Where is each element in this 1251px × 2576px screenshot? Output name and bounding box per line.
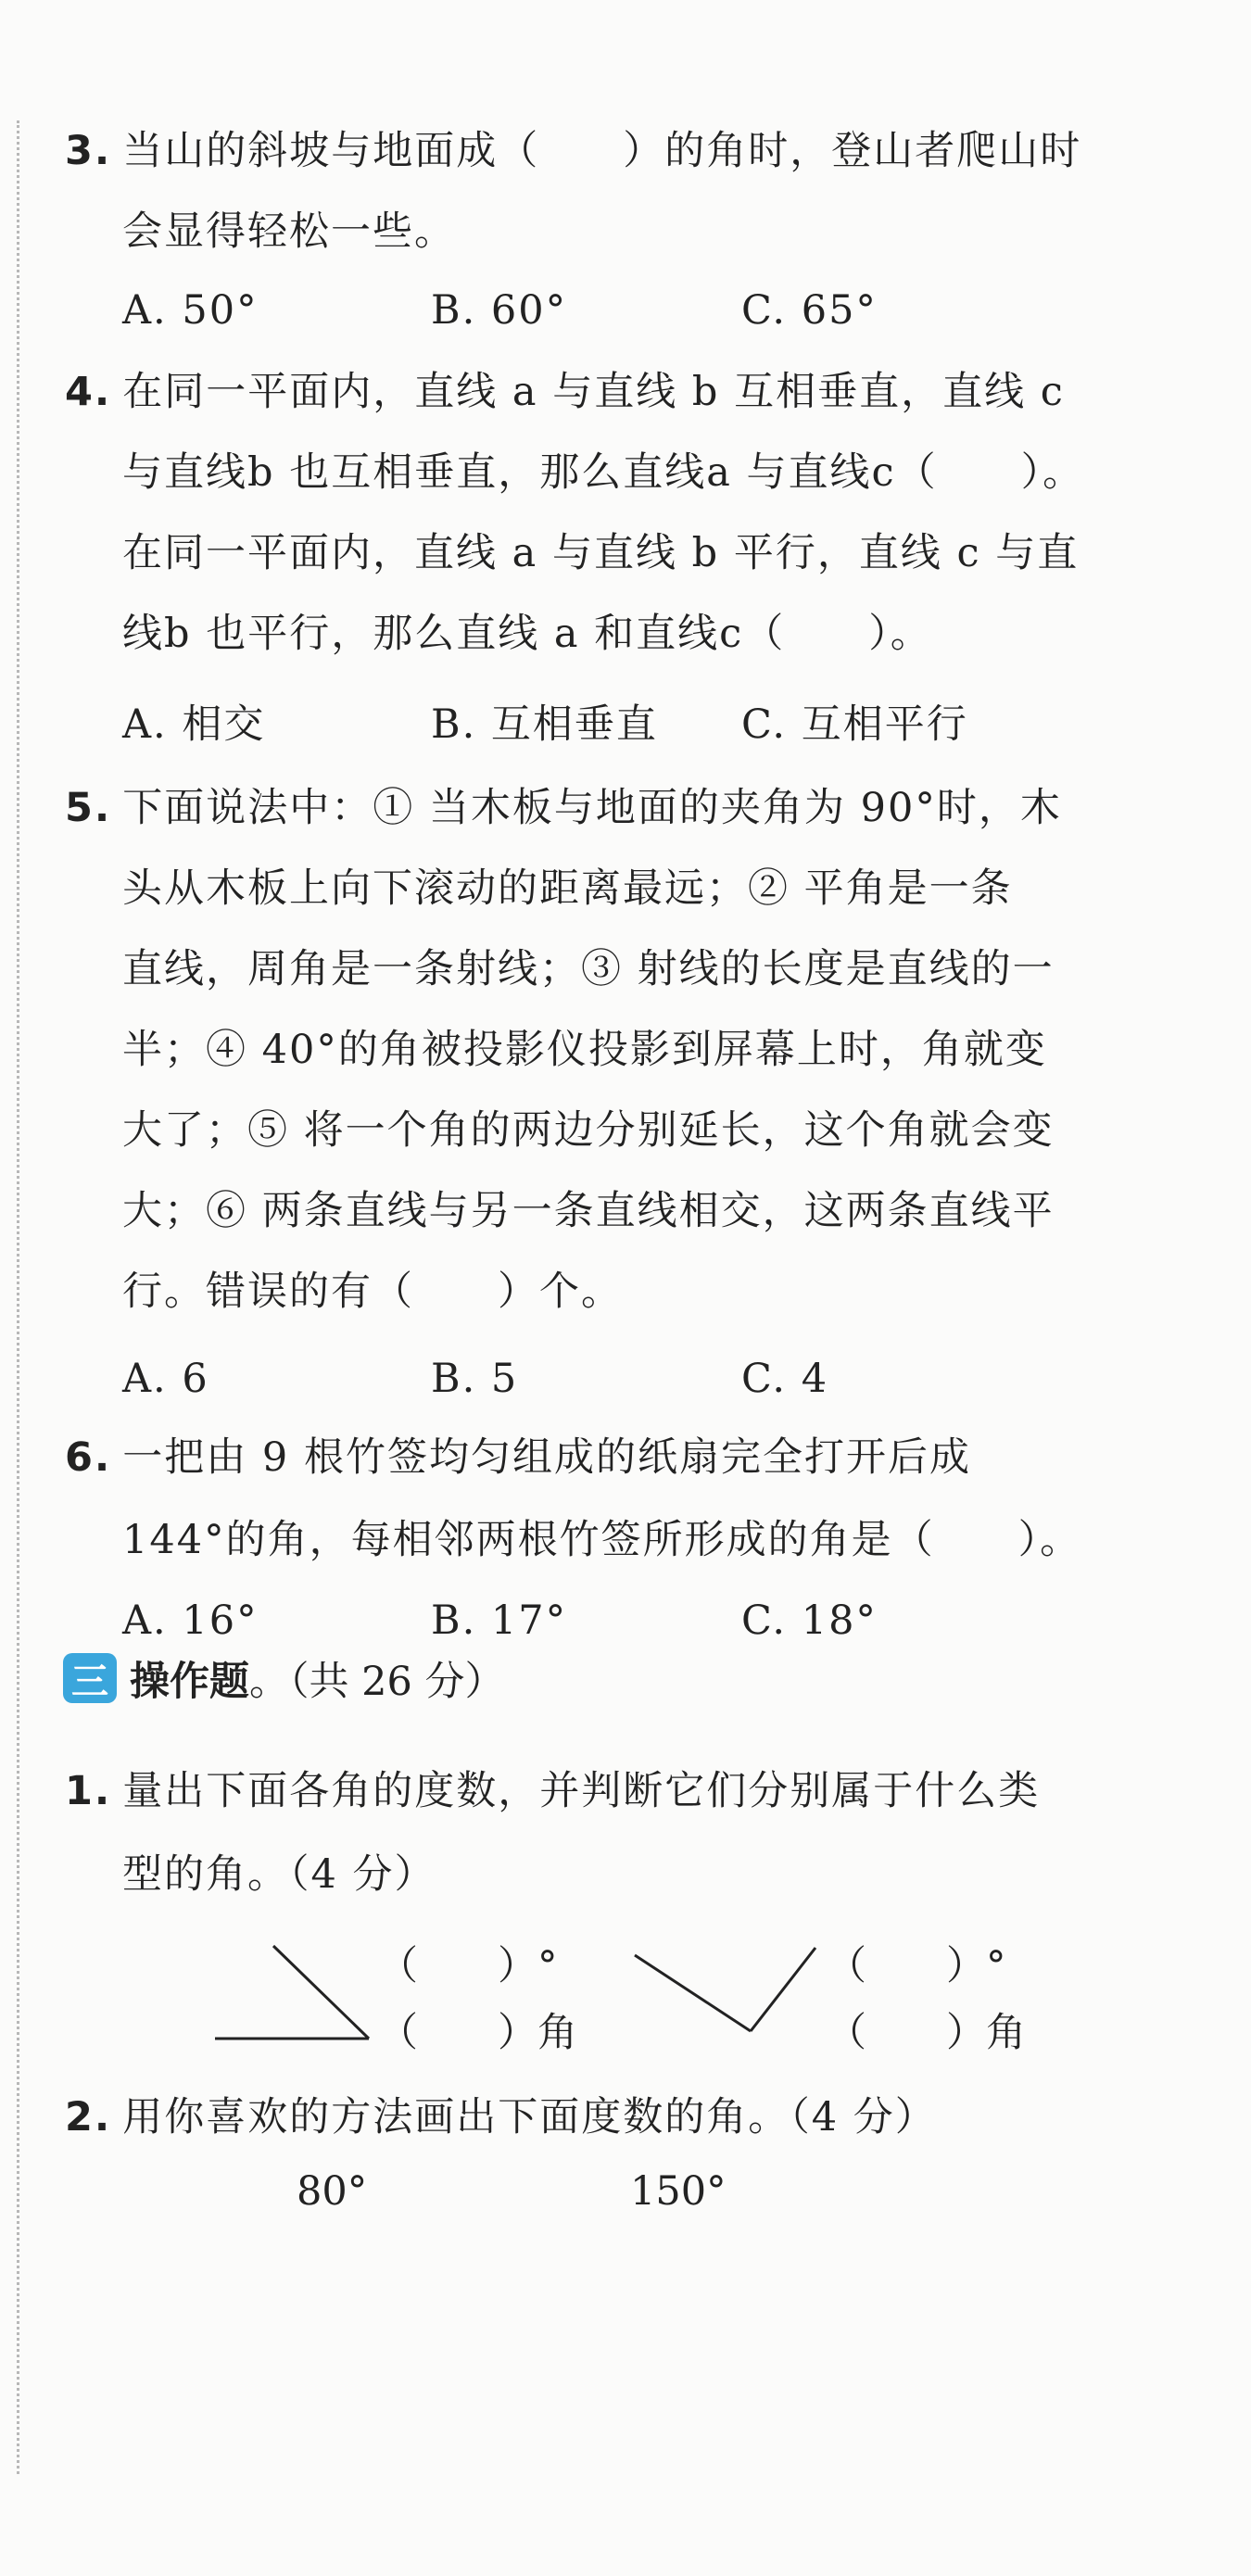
q6-option-b: B. 17° [431,1597,568,1644]
q6-option-a: A. 16° [122,1597,259,1644]
angle1-type-blank[interactable]: （ ）角 [378,2010,577,2056]
draw-angle-80: 80° [297,2168,368,2215]
q6-number: 6. [65,1434,112,1481]
q5-line1 [65,780,1062,836]
q4-option-a: A. 相交 [122,701,266,748]
q5-line3: 直线，周角是一条射线；③ 射线的长度是直线的一 [122,946,1055,992]
q5-line2: 头从木板上向下滚动的距离最远；② 平角是一条 [122,865,1013,912]
q4-option-c: C. 互相平行 [741,701,968,748]
q6-line2: 144°的角，每相邻两根竹签所形成的角是（ ）。 [122,1517,1082,1563]
q6-line1 [65,1430,971,1485]
q3-option-c: C. 65° [741,287,878,334]
q5-line5: 大了；⑤ 将一个角的两边分别延长，这个角就会变 [122,1107,1055,1154]
op1-line1 [65,1763,1040,1819]
angle-figure-1 [204,1927,389,2048]
angle2-type-blank[interactable]: （ ）角 [827,2010,1026,2056]
q6-text1: 一把由 9 根竹签均匀组成的纸扇完全打开后成 [122,1434,971,1481]
q4-line3: 在同一平面内，直线 a 与直线 b 平行，直线 c 与直 [122,530,1080,576]
q5-option-c: C. 4 [741,1356,829,1402]
angle2-degree-blank[interactable]: （ ）° [827,1943,1006,1989]
q5-line4: 半；④ 40°的角被投影仪投影到屏幕上时，角就变 [122,1027,1047,1073]
q4-line2: 与直线b 也互相垂直，那么直线a 与直线c（ ）。 [122,449,1085,496]
q5-line6: 大；⑥ 两条直线与另一条直线相交，这两条直线平 [122,1188,1055,1234]
q4-text1: 在同一平面内，直线 a 与直线 b 互相垂直，直线 c [122,369,1065,415]
q3-line1 [65,123,1081,179]
q4-line1 [65,364,1065,420]
q5-text1: 下面说法中：① 当木板与地面的夹角为 90°时，木 [122,785,1062,831]
q3-option-a: A. 50° [122,287,259,334]
op1-line2: 型的角。（4 分） [122,1851,436,1898]
q4-option-b: B. 互相垂直 [431,701,658,748]
q5-option-b: B. 5 [431,1356,519,1402]
section-score-note: 。（共 26 分） [249,1658,505,1705]
q5-option-a: A. 6 [122,1356,209,1402]
op1-number: 1. [65,1768,112,1814]
op2-number: 2. [65,2094,112,2140]
q3-line2: 会显得轻松一些。 [122,208,456,255]
section-header-operations [63,1648,505,1709]
section-title: 操作题 [130,1658,249,1705]
q5-line7: 行。错误的有（ ）个。 [122,1269,623,1315]
q3-text1: 当山的斜坡与地面成（ ）的角时，登山者爬山时 [122,128,1082,174]
margin-dotted-line [17,120,19,2474]
q6-option-c: C. 18° [741,1597,878,1644]
q4-number: 4. [65,369,112,415]
q3-option-b: B. 60° [431,287,568,334]
q3-number: 3. [65,128,112,174]
section-number-icon: 三 [63,1653,117,1703]
op1-text1: 量出下面各角的度数，并判断它们分别属于什么类 [122,1768,1041,1814]
q5-number: 5. [65,785,112,831]
angle-figure-2 [630,1927,825,2048]
draw-angle-150: 150° [630,2168,727,2215]
op2-text1: 用你喜欢的方法画出下面度数的角。（4 分） [122,2094,937,2140]
op2-line1 [65,2090,937,2145]
angle1-degree-blank[interactable]: （ ）° [378,1943,558,1989]
q4-line4: 线b 也平行，那么直线 a 和直线c（ ）。 [122,611,932,657]
